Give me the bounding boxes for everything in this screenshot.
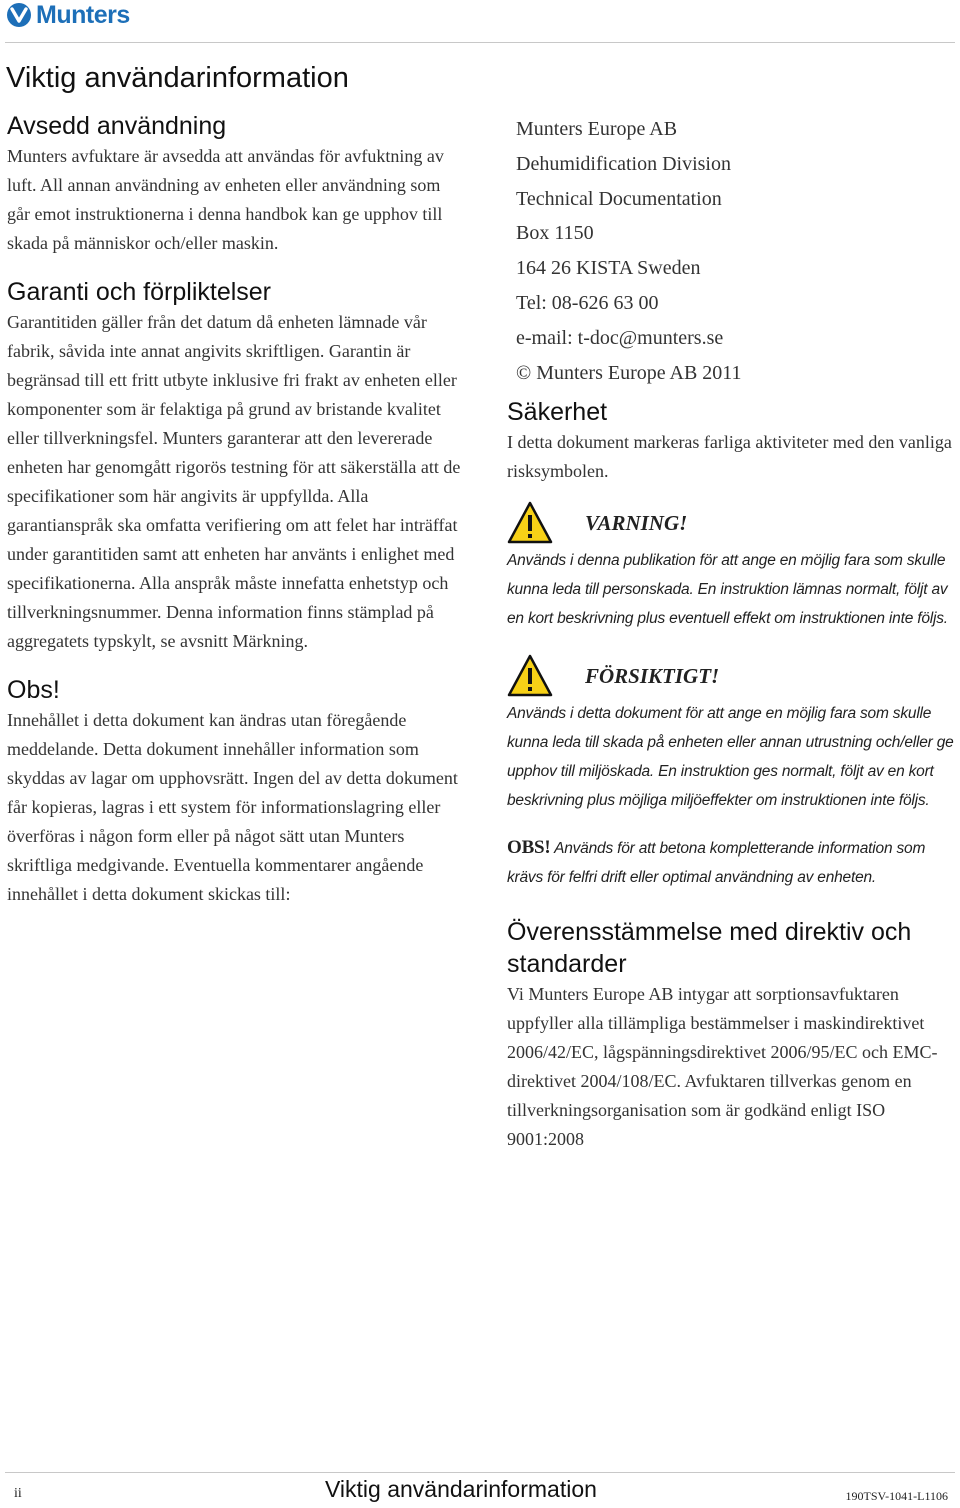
obs-label: OBS! <box>507 837 551 859</box>
contact-line: Box 1150 <box>516 222 594 245</box>
heading-sakerhet: Säkerhet <box>507 398 608 427</box>
contact-line: Munters Europe AB <box>516 118 678 140</box>
obs-text: Används för att betona kompletterande information som krävs för felfri drift eller optimal användning av enheten. <box>507 840 926 887</box>
heading-garanti: Garanti och förpliktelser <box>7 278 272 306</box>
logo-wordmark: Munters <box>36 0 130 29</box>
right-column <box>507 110 959 1154</box>
footer-document-number: 190TSV-1041-L1106 <box>845 1489 948 1503</box>
munters-logo-icon <box>6 2 32 28</box>
contact-address <box>516 112 959 390</box>
paragraph-obs: Innehållet i detta dokument kan ändras utan föregående meddelande. Detta dokument innehåller information som skyddas av lagar om upphovsrätt. Ingen del av detta dokument får kopieras, lagras i ett system för informationslagring eller överföras i någon form eller på något sätt utan Munters skriftliga medgivande. Eventuella kommentarer angående innehållet i detta dokument skickas till: <box>7 710 458 904</box>
caution-header <box>507 653 959 699</box>
paragraph-avsedd-anvandning: Munters avfuktare är avsedda att användas för avfuktning av luft. All annan användning av enheten eller användning som går emot instruktionerna i denna handbok kan ge upphov till skada på människor och/eller maskin. <box>7 146 444 253</box>
footer-title: Viktig användarinformation <box>325 1476 597 1502</box>
paragraph-garanti: Garantitiden gäller från det datum då enheten lämnade vår fabrik, såvida inte annat angivits skriftligen. Garantin är begränsad till ett fritt utbyte inklusive fri frakt av enheten eller komponenter som är felaktiga på grund av bristande kvalitet eller tillverkningsfel. Munters garanterar att den levererade enheten har genomgått rigorös testning för att säkerställa att de specifikationer som här angivits är uppfyllda. Alla garantianspråk ska omfatta verifiering om att felet har inträffat under garantitiden samt att enheten har använts i enlighet med specifikationerna. Alla anspråk måste innefatta enhetstyp och tillverkningsnummer. Denna information finns stämplad på aggregatets typskylt, se avsnitt Märkning. <box>7 312 461 651</box>
footer-divider <box>5 1472 955 1473</box>
contact-copyright: © Munters Europe AB 2011 <box>516 361 742 384</box>
paragraph-sakerhet: I detta dokument markeras farliga aktiviteter med den vanliga risksymbolen. <box>507 432 952 482</box>
contact-line: Tel: 08-626 63 00 <box>516 291 659 314</box>
contact-email: e-mail: t-doc@munters.se <box>516 326 724 349</box>
heading-obs: Obs! <box>7 676 60 704</box>
caution-text: Används i detta dokument för att ange en möjlig fara som skulle kunna leda till skada på enheten eller annan utrustning och/eller ge upphov till miljöskada. En instruktion ges normalt, följt av en kort beskrivning plus möjliga miljöeffekter om instruktionen inte följs. <box>507 705 954 810</box>
contact-line: Technical Documentation <box>516 187 722 210</box>
obs-note <box>507 833 959 892</box>
left-column <box>7 110 467 909</box>
caution-triangle-icon <box>507 654 553 698</box>
heading-overensstammelse: Överensstämmelse med direktiv och standarder <box>507 918 912 979</box>
warning-header <box>507 500 959 546</box>
contact-line: Dehumidification Division <box>516 152 731 175</box>
warning-label: VARNING! <box>585 510 688 535</box>
warning-triangle-icon <box>507 501 553 545</box>
footer-page-number: ii <box>14 1486 22 1501</box>
contact-line: 164 26 KISTA Sweden <box>516 257 701 280</box>
munters-logo <box>6 2 130 28</box>
header-divider <box>5 42 955 43</box>
warning-text: Används i denna publikation för att ange en möjlig fara som skulle kunna leda till personskada. En instruktion lämnas normalt, följt av en kort beskrivning plus eventuell effekt om instruktionen inte följs. <box>507 552 948 628</box>
heading-avsedd-anvandning: Avsedd användning <box>7 112 227 140</box>
paragraph-overensstammelse: Vi Munters Europe AB intygar att sorptionsavfuktaren uppfyller alla tillämpliga bestämmelser i maskindirektivet 2006/42/EC, lågspänningsdirektivet 2006/95/EC och EMC-direktivet 2004/108/EC. Avfuktaren tillverkas genom en tillverkningsorganisation som är godkänd enligt ISO 9001:2008 <box>507 984 938 1150</box>
caution-label: FÖRSIKTIGT! <box>585 663 720 688</box>
page-title: Viktig användarinformation <box>6 62 349 94</box>
